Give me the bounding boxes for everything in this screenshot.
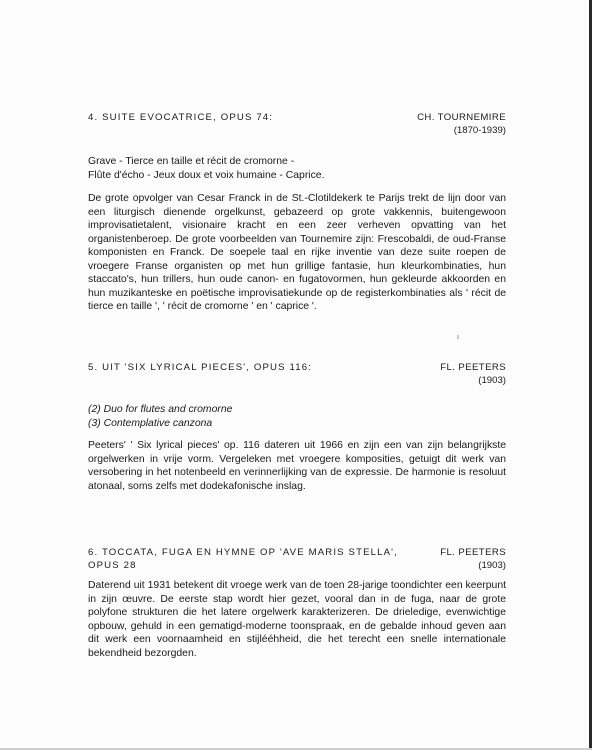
section-title: 5. UIT 'SIX LYRICAL PIECES', OPUS 116: xyxy=(88,362,313,373)
section-suite-evocatrice xyxy=(88,111,506,314)
section-title-line: 6. TOCCATA, FUGA EN HYMNE OP 'AVE MARIS STELLA', xyxy=(88,547,398,558)
section-body: Peeters' ' Six lyrical pieces' op. 116 dateren uit 1966 en zijn een van zijn belangrijkste orgelwerken in vrije vorm. Vergeleken met vroegere komposities, getuigt dit werk van versobering in het notenbeeld en verinnerlijking van de expressie. De harmonie is resoluut atonaal, soms zelfs met dodekafonische inslag. xyxy=(88,440,506,492)
section-header xyxy=(88,546,506,572)
movement-line: (3) Contemplative canzona xyxy=(88,418,213,429)
section-title-line: OPUS 28 xyxy=(88,560,137,571)
movement-line: (2) Duo for flutes and cromorne xyxy=(88,404,233,415)
section-toccata-fuga-hymne xyxy=(88,546,506,660)
movement-list xyxy=(88,155,506,183)
composer-name: FL. PEETERS xyxy=(440,362,506,373)
paper-speck xyxy=(457,335,459,339)
section-header xyxy=(88,361,506,387)
section-title: 4. SUITE EVOCATRICE, OPUS 74: xyxy=(88,112,274,123)
section-body: Daterend uit 1931 betekent dit vroege werk van de toen 28-jarige toondichter een keerpunt in zijn œuvre. De eerste stap wordt hier gezet, vooral dan in de fuga, naar de grote polyfone strukturen die het latere orgelwerk karakterizeren. De drieledige, evenwichtige opbouw, gehuld in een gematigd-moderne toonspraak, en de gebalde inhoud geven aan dit werk een voornaamheid en stijlééhheid, die het terecht een snelle internationale bekendheid bezorgden. xyxy=(88,580,506,659)
composer-years: (1903) xyxy=(478,560,506,571)
section-title xyxy=(88,546,418,572)
composer-years: (1903) xyxy=(478,375,506,386)
section-body: De grote opvolger van Cesar Franck in de St.-Clotildekerk te Parijs trekt de lijn door van een liturgisch dienende orgelkunst, gebazeerd op grote vakkennis, buitengewoon improvisatietalent, visionaire kracht en een zeer verheven opvatting van het organistenberoep. De grote voorbeelden van Tournemire zijn: Frescobaldi, de oud-Franse komponisten en Franck. De soepele taal en rijke inventie van deze suite roepen de vroegere Franse organisten op met hun grillige fantasie, hun kleurkombinaties, hun staccato's, hun trillers, hun oude canon- en fugatovormen, hun gekleurde akkoorden en hun muzikanteske en poëtische improvisatiekunde op de registerkombinaties als ' récit de tierce en taille ', ' récit de cromorne ' en ' caprice '. xyxy=(88,193,506,312)
section-six-lyrical-pieces xyxy=(88,361,506,493)
composer-name: CH. TOURNEMIRE xyxy=(417,112,506,123)
movement-line: Flûte d'écho - Jeux doux et voix humaine - Caprice. xyxy=(88,170,325,181)
section-header xyxy=(88,111,506,137)
movement-line: Grave - Tierce en taille et récit de cromorne - xyxy=(88,156,295,167)
composer-name: FL. PEETERS xyxy=(440,547,506,558)
movement-list xyxy=(88,403,506,431)
composer-years: (1870-1939) xyxy=(453,125,506,136)
